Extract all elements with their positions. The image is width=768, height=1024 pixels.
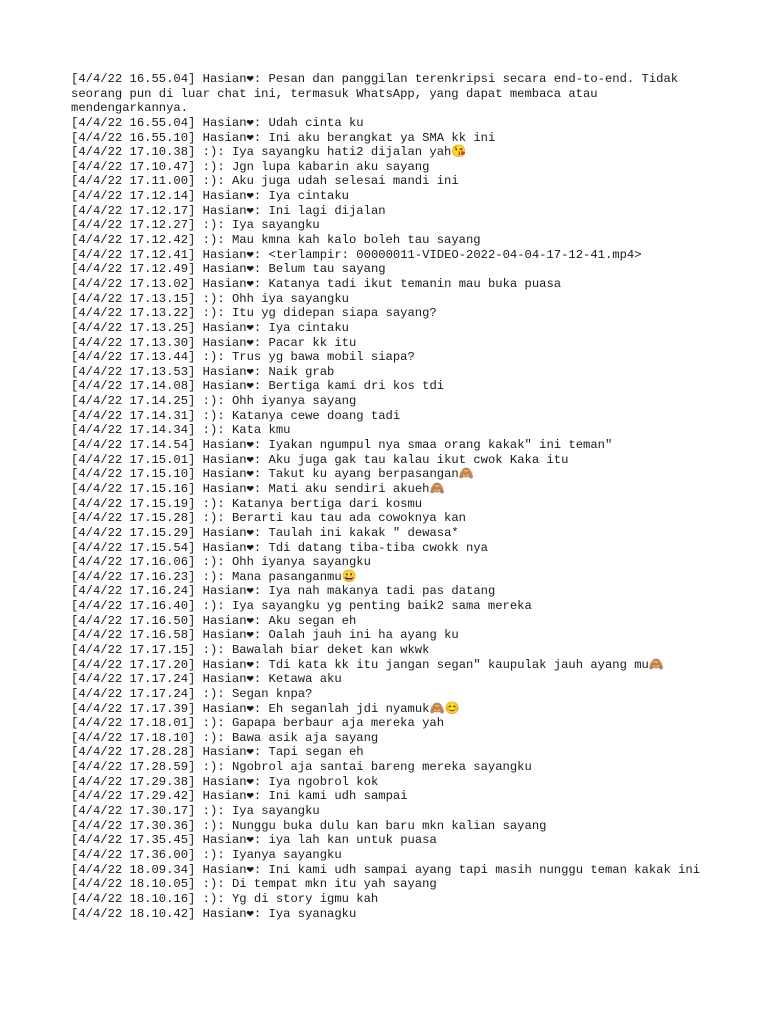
message-sender: :) [202,877,218,892]
message-sender: Hasian❤ [202,672,254,687]
message-sender: Hasian❤ [202,789,254,804]
message-line: [4/4/22 17.13.44] :): Trus yg bawa mobil siapa? [71,350,415,365]
message-sender: :) [202,847,218,862]
message-line: [4/4/22 17.17.24] Hasian❤: Ketawa aku [71,672,342,687]
message-timestamp: [4/4/22 17.14.34] [71,423,196,438]
message-sender: Hasian❤ [202,657,254,672]
message-text: Katanya cewe doang tadi [231,408,401,423]
message-timestamp: [4/4/22 17.15.10] [71,467,196,482]
message-timestamp: [4/4/22 16.55.10] [71,130,196,145]
message-sender: :) [202,350,218,365]
message-timestamp: [4/4/22 17.15.29] [71,525,196,540]
message-timestamp: [4/4/22 17.12.17] [71,203,196,218]
message-timestamp: [4/4/22 17.15.54] [71,540,196,555]
message-timestamp: [4/4/22 17.15.16] [71,481,196,496]
message-line: [4/4/22 17.15.16] Hasian❤: Mati aku sendiri akueh🙈 [71,481,445,496]
message-sender: :) [202,891,218,906]
message-line: [4/4/22 17.17.24] :): Segan knpa? [71,686,313,701]
message-text: Kata kmu [231,423,291,438]
message-text: Eh seganlah jdi nyamuk🙈😊 [268,701,460,716]
message-sender: :) [202,159,218,174]
message-timestamp: [4/4/22 17.17.15] [71,642,196,657]
message-line: [4/4/22 17.15.01] Hasian❤: Aku juga gak tau kalau ikut cwok Kaka itu [71,452,569,467]
message-sender: :) [202,233,218,248]
message-line: [4/4/22 17.15.54] Hasian❤: Tdi datang tiba-tiba cwokk nya [71,540,488,555]
message-text: Ini lagi dijalan [268,203,386,218]
message-text: Iya cintaku [268,320,349,335]
message-line: [4/4/22 17.17.39] Hasian❤: Eh seganlah jdi nyamuk🙈😊 [71,701,460,716]
message-timestamp: [4/4/22 17.16.23] [71,569,196,584]
message-line: [4/4/22 17.30.17] :): Iya sayangku [71,804,320,819]
message-text: Mana pasanganmu😀 [231,569,357,584]
message-timestamp: [4/4/22 17.16.58] [71,628,196,643]
message-timestamp: [4/4/22 17.13.15] [71,291,196,306]
message-text: Udah cinta ku [268,115,364,130]
message-text: Iya sayangku [231,804,320,819]
message-timestamp: [4/4/22 17.17.39] [71,701,196,716]
message-timestamp: [4/4/22 17.18.01] [71,716,196,731]
message-text: Segan knpa? [231,686,313,701]
message-sender: Hasian❤ [202,701,254,716]
message-sender: Hasian❤ [202,862,254,877]
message-line: [4/4/22 17.15.29] Hasian❤: Taulah ini kakak " dewasa* [71,525,459,540]
message-sender: Hasian❤ [202,320,254,335]
message-sender: :) [202,496,218,511]
message-text: Trus yg bawa mobil siapa? [231,350,415,365]
message-timestamp: [4/4/22 17.28.28] [71,745,196,760]
message-text: Ketawa aku [268,672,342,687]
message-line: [4/4/22 17.14.08] Hasian❤: Bertiga kami dri kos tdi [71,379,445,394]
message-timestamp: [4/4/22 17.15.19] [71,496,196,511]
message-sender: Hasian❤ [202,115,254,130]
message-line: [4/4/22 17.16.06] :): Ohh iyanya sayangku [71,555,371,570]
message-text: Katanya bertiga dari kosmu [231,496,423,511]
message-timestamp: [4/4/22 17.12.41] [71,247,196,262]
message-sender: :) [202,511,218,526]
message-sender: Hasian❤ [202,379,254,394]
message-text: Gapapa berbaur aja mereka yah [231,716,445,731]
message-sender: :) [202,686,218,701]
message-sender: :) [202,408,218,423]
message-sender: :) [202,804,218,819]
message-line: [4/4/22 17.17.20] Hasian❤: Tdi kata kk itu jangan segan" kaupulak jauh ayang mu🙈 [71,657,665,672]
message-timestamp: [4/4/22 17.18.10] [71,730,196,745]
message-line: [4/4/22 17.28.28] Hasian❤: Tapi segan eh [71,745,364,760]
message-timestamp: [4/4/22 17.30.36] [71,818,196,833]
message-sender: Hasian❤ [202,584,254,599]
message-sender: Hasian❤ [202,276,254,291]
message-text: Iya ngobrol kok [268,774,379,789]
message-line: [4/4/22 16.55.04] Hasian❤: Pesan dan panggilan terenkripsi secara end-to-end. Tidak seorang pun di luar chat ini, termasuk WhatsApp, yang dapat membaca atau mendengarkannya. [71,72,686,116]
message-text: Aku juga gak tau kalau ikut cwok Kaka itu [268,452,569,467]
message-line: [4/4/22 17.16.50] Hasian❤: Aku segan eh [71,613,357,628]
message-line: [4/4/22 17.18.01] :): Gapapa berbaur aja mereka yah [71,716,445,731]
message-line: [4/4/22 17.12.41] Hasian❤: <terlampir: 00000011-VIDEO-2022-04-04-17-12-41.mp4> [71,247,642,262]
message-sender: Hasian❤ [202,262,254,277]
message-timestamp: [4/4/22 17.13.02] [71,276,196,291]
message-line: [4/4/22 17.18.10] :): Bawa asik aja sayang [71,730,379,745]
message-line: [4/4/22 17.12.42] :): Mau kmna kah kalo boleh tau sayang [71,233,481,248]
message-line: [4/4/22 18.10.16] :): Yg di story igmu kah [71,891,379,906]
message-text: Iya cintaku [268,189,349,204]
message-timestamp: [4/4/22 17.16.06] [71,555,196,570]
message-line: [4/4/22 17.13.15] :): Ohh iya sayangku [71,291,349,306]
message-sender: Hasian❤ [202,906,254,921]
message-line: [4/4/22 17.12.27] :): Iya sayangku [71,218,320,233]
message-sender: :) [202,174,218,189]
message-text: iya lah kan untuk puasa [268,833,437,848]
message-sender: Hasian❤ [202,72,254,86]
message-sender: Hasian❤ [202,189,254,204]
message-timestamp: [4/4/22 17.13.22] [71,306,196,321]
message-text: Ini kami udh sampai [268,789,408,804]
message-text: Mau kmna kah kalo boleh tau sayang [231,233,481,248]
message-text: Berarti kau tau ada cowoknya kan [231,511,466,526]
message-sender: Hasian❤ [202,335,254,350]
message-text: Bertiga kami dri kos tdi [268,379,445,394]
message-line: [4/4/22 17.13.02] Hasian❤: Katanya tadi ikut temanin mau buka puasa [71,276,562,291]
message-text: Bawalah biar deket kan wkwk [231,642,430,657]
message-timestamp: [4/4/22 17.14.25] [71,394,196,409]
message-text: <terlampir: 00000011-VIDEO-2022-04-04-17-12-41.mp4> [268,247,642,262]
message-sender: :) [202,599,218,614]
message-line: [4/4/22 17.16.23] :): Mana pasanganmu😀 [71,569,357,584]
message-line: [4/4/22 17.29.42] Hasian❤: Ini kami udh sampai [71,789,408,804]
message-text: Di tempat mkn itu yah sayang [231,877,437,892]
chat-transcript [71,72,701,921]
message-timestamp: [4/4/22 17.14.54] [71,438,196,453]
message-timestamp: [4/4/22 17.13.30] [71,335,196,350]
message-text: Itu yg didepan siapa sayang? [231,306,437,321]
message-text: Mati aku sendiri akueh🙈 [268,481,445,496]
message-text: Iya nah makanya tadi pas datang [268,584,496,599]
message-text: Iya sayangku [231,218,320,233]
message-text: Pacar kk itu [268,335,357,350]
message-line: [4/4/22 17.13.53] Hasian❤: Naik grab [71,364,335,379]
message-sender: Hasian❤ [202,130,254,145]
message-line: [4/4/22 17.15.28] :): Berarti kau tau ada cowoknya kan [71,511,466,526]
message-timestamp: [4/4/22 17.11.00] [71,174,196,189]
message-sender: :) [202,730,218,745]
message-line: [4/4/22 17.16.58] Hasian❤: Oalah jauh ini ha ayang ku [71,628,459,643]
message-text: Ohh iyanya sayangku [231,555,371,570]
message-timestamp: [4/4/22 18.10.42] [71,906,196,921]
message-timestamp: [4/4/22 17.12.49] [71,262,196,277]
message-text: Oalah jauh ini ha ayang ku [268,628,459,643]
message-line: [4/4/22 17.29.38] Hasian❤: Iya ngobrol kok [71,774,379,789]
message-text: Ohh iya sayangku [231,291,349,306]
message-text: Iyakan ngumpul nya smaa orang kakak" ini teman" [268,438,613,453]
message-sender: :) [202,291,218,306]
message-timestamp: [4/4/22 17.10.38] [71,145,196,160]
message-sender: Hasian❤ [202,833,254,848]
message-timestamp: [4/4/22 17.17.24] [71,672,196,687]
message-sender: Hasian❤ [202,628,254,643]
message-timestamp: [4/4/22 17.15.01] [71,452,196,467]
message-timestamp: [4/4/22 17.29.38] [71,774,196,789]
message-sender: Hasian❤ [202,540,254,555]
message-line: [4/4/22 18.10.42] Hasian❤: Iya syanagku [71,906,357,921]
message-line: [4/4/22 17.15.19] :): Katanya bertiga dari kosmu [71,496,423,511]
message-text: Aku juga udah selesai mandi ini [231,174,459,189]
message-sender: Hasian❤ [202,364,254,379]
message-text: Pesan dan panggilan terenkripsi secara end-to-end. Tidak seorang pun di luar chat ini, termasuk WhatsApp, yang dapat membaca atau mendengarkannya. [71,72,686,116]
message-timestamp: [4/4/22 17.35.45] [71,833,196,848]
message-line: [4/4/22 17.11.00] :): Aku juga udah selesai mandi ini [71,174,459,189]
message-text: Jgn lupa kabarin aku sayang [231,159,430,174]
message-text: Yg di story igmu kah [231,891,379,906]
message-sender: :) [202,760,218,775]
message-text: Ngobrol aja santai bareng mereka sayangku [231,760,532,775]
message-timestamp: [4/4/22 17.16.50] [71,613,196,628]
message-line: [4/4/22 17.13.30] Hasian❤: Pacar kk itu [71,335,357,350]
message-line: [4/4/22 17.15.10] Hasian❤: Takut ku ayang berpasangan🙈 [71,467,474,482]
message-text: Iya sayangku hati2 dijalan yah😘 [231,145,467,160]
message-sender: Hasian❤ [202,613,254,628]
message-timestamp: [4/4/22 16.55.04] [71,72,196,86]
message-sender: :) [202,145,218,160]
message-line: [4/4/22 17.10.38] :): Iya sayangku hati2 dijalan yah😘 [71,145,467,160]
message-text: Belum tau sayang [268,262,386,277]
message-timestamp: [4/4/22 17.36.00] [71,847,196,862]
message-timestamp: [4/4/22 17.16.24] [71,584,196,599]
message-line: [4/4/22 17.10.47] :): Jgn lupa kabarin aku sayang [71,159,430,174]
message-sender: Hasian❤ [202,745,254,760]
message-line: [4/4/22 16.55.10] Hasian❤: Ini aku berangkat ya SMA kk ini [71,130,496,145]
message-timestamp: [4/4/22 17.12.42] [71,233,196,248]
message-text: Iya syanagku [268,906,357,921]
message-sender: :) [202,716,218,731]
message-timestamp: [4/4/22 17.13.44] [71,350,196,365]
message-timestamp: [4/4/22 17.17.20] [71,657,196,672]
message-line: [4/4/22 17.14.31] :): Katanya cewe doang tadi [71,408,401,423]
message-timestamp: [4/4/22 17.13.25] [71,320,196,335]
message-line: [4/4/22 17.17.15] :): Bawalah biar deket kan wkwk [71,642,430,657]
message-timestamp: [4/4/22 17.14.08] [71,379,196,394]
message-text: Tdi datang tiba-tiba cwokk nya [268,540,488,555]
message-timestamp: [4/4/22 17.10.47] [71,159,196,174]
message-timestamp: [4/4/22 17.28.59] [71,760,196,775]
message-sender: Hasian❤ [202,203,254,218]
message-sender: :) [202,569,218,584]
message-timestamp: [4/4/22 17.13.53] [71,364,196,379]
message-text: Takut ku ayang berpasangan🙈 [268,467,474,482]
message-timestamp: [4/4/22 18.09.34] [71,862,196,877]
message-sender: :) [202,818,218,833]
message-timestamp: [4/4/22 17.16.40] [71,599,196,614]
message-text: Iya sayangku yg penting baik2 sama mereka [231,599,532,614]
message-sender: Hasian❤ [202,525,254,540]
message-timestamp: [4/4/22 17.12.14] [71,189,196,204]
message-text: Aku segan eh [268,613,357,628]
message-text: Ini kami udh sampai ayang tapi masih nunggu teman kakak ini [268,862,701,877]
message-timestamp: [4/4/22 17.29.42] [71,789,196,804]
message-text: Ohh iyanya sayang [231,394,357,409]
message-line: [4/4/22 17.30.36] :): Nunggu buka dulu kan baru mkn kalian sayang [71,818,547,833]
message-timestamp: [4/4/22 16.55.04] [71,115,196,130]
message-sender: Hasian❤ [202,481,254,496]
message-timestamp: [4/4/22 18.10.05] [71,877,196,892]
message-line: [4/4/22 17.36.00] :): Iyanya sayangku [71,847,342,862]
message-line: [4/4/22 18.10.05] :): Di tempat mkn itu yah sayang [71,877,437,892]
message-line: [4/4/22 17.16.40] :): Iya sayangku yg penting baik2 sama mereka [71,599,532,614]
message-sender: :) [202,306,218,321]
message-line: [4/4/22 17.14.54] Hasian❤: Iyakan ngumpul nya smaa orang kakak" ini teman" [71,438,613,453]
message-text: Ini aku berangkat ya SMA kk ini [268,130,496,145]
message-sender: Hasian❤ [202,438,254,453]
message-sender: Hasian❤ [202,467,254,482]
message-timestamp: [4/4/22 17.17.24] [71,686,196,701]
message-timestamp: [4/4/22 18.10.16] [71,891,196,906]
message-text: Tdi kata kk itu jangan segan" kaupulak jauh ayang mu🙈 [268,657,665,672]
message-timestamp: [4/4/22 17.12.27] [71,218,196,233]
message-text: Iyanya sayangku [231,847,342,862]
message-line: [4/4/22 17.12.49] Hasian❤: Belum tau sayang [71,262,386,277]
message-text: Tapi segan eh [268,745,364,760]
message-line: [4/4/22 17.12.17] Hasian❤: Ini lagi dijalan [71,203,386,218]
message-sender: :) [202,423,218,438]
message-line: [4/4/22 17.28.59] :): Ngobrol aja santai bareng mereka sayangku [71,760,532,775]
message-text: Nunggu buka dulu kan baru mkn kalian sayang [231,818,547,833]
message-sender: :) [202,394,218,409]
message-text: Taulah ini kakak " dewasa* [268,525,459,540]
message-line: [4/4/22 17.16.24] Hasian❤: Iya nah makanya tadi pas datang [71,584,496,599]
message-line: [4/4/22 17.13.25] Hasian❤: Iya cintaku [71,320,349,335]
message-sender: :) [202,555,218,570]
message-sender: Hasian❤ [202,452,254,467]
message-line: [4/4/22 17.35.45] Hasian❤: iya lah kan untuk puasa [71,833,437,848]
message-line: [4/4/22 17.14.25] :): Ohh iyanya sayang [71,394,357,409]
message-text: Katanya tadi ikut temanin mau buka puasa [268,276,562,291]
message-sender: :) [202,218,218,233]
message-timestamp: [4/4/22 17.30.17] [71,804,196,819]
message-line: [4/4/22 16.55.04] Hasian❤: Udah cinta ku [71,115,364,130]
message-text: Bawa asik aja sayang [231,730,379,745]
message-line: [4/4/22 17.13.22] :): Itu yg didepan siapa sayang? [71,306,437,321]
message-text: Naik grab [268,364,335,379]
message-line: [4/4/22 17.12.14] Hasian❤: Iya cintaku [71,189,349,204]
message-sender: :) [202,642,218,657]
message-sender: Hasian❤ [202,247,254,262]
message-line: [4/4/22 18.09.34] Hasian❤: Ini kami udh sampai ayang tapi masih nunggu teman kakak ini [71,862,701,877]
message-timestamp: [4/4/22 17.14.31] [71,408,196,423]
message-sender: Hasian❤ [202,774,254,789]
message-line: [4/4/22 17.14.34] :): Kata kmu [71,423,291,438]
message-timestamp: [4/4/22 17.15.28] [71,511,196,526]
